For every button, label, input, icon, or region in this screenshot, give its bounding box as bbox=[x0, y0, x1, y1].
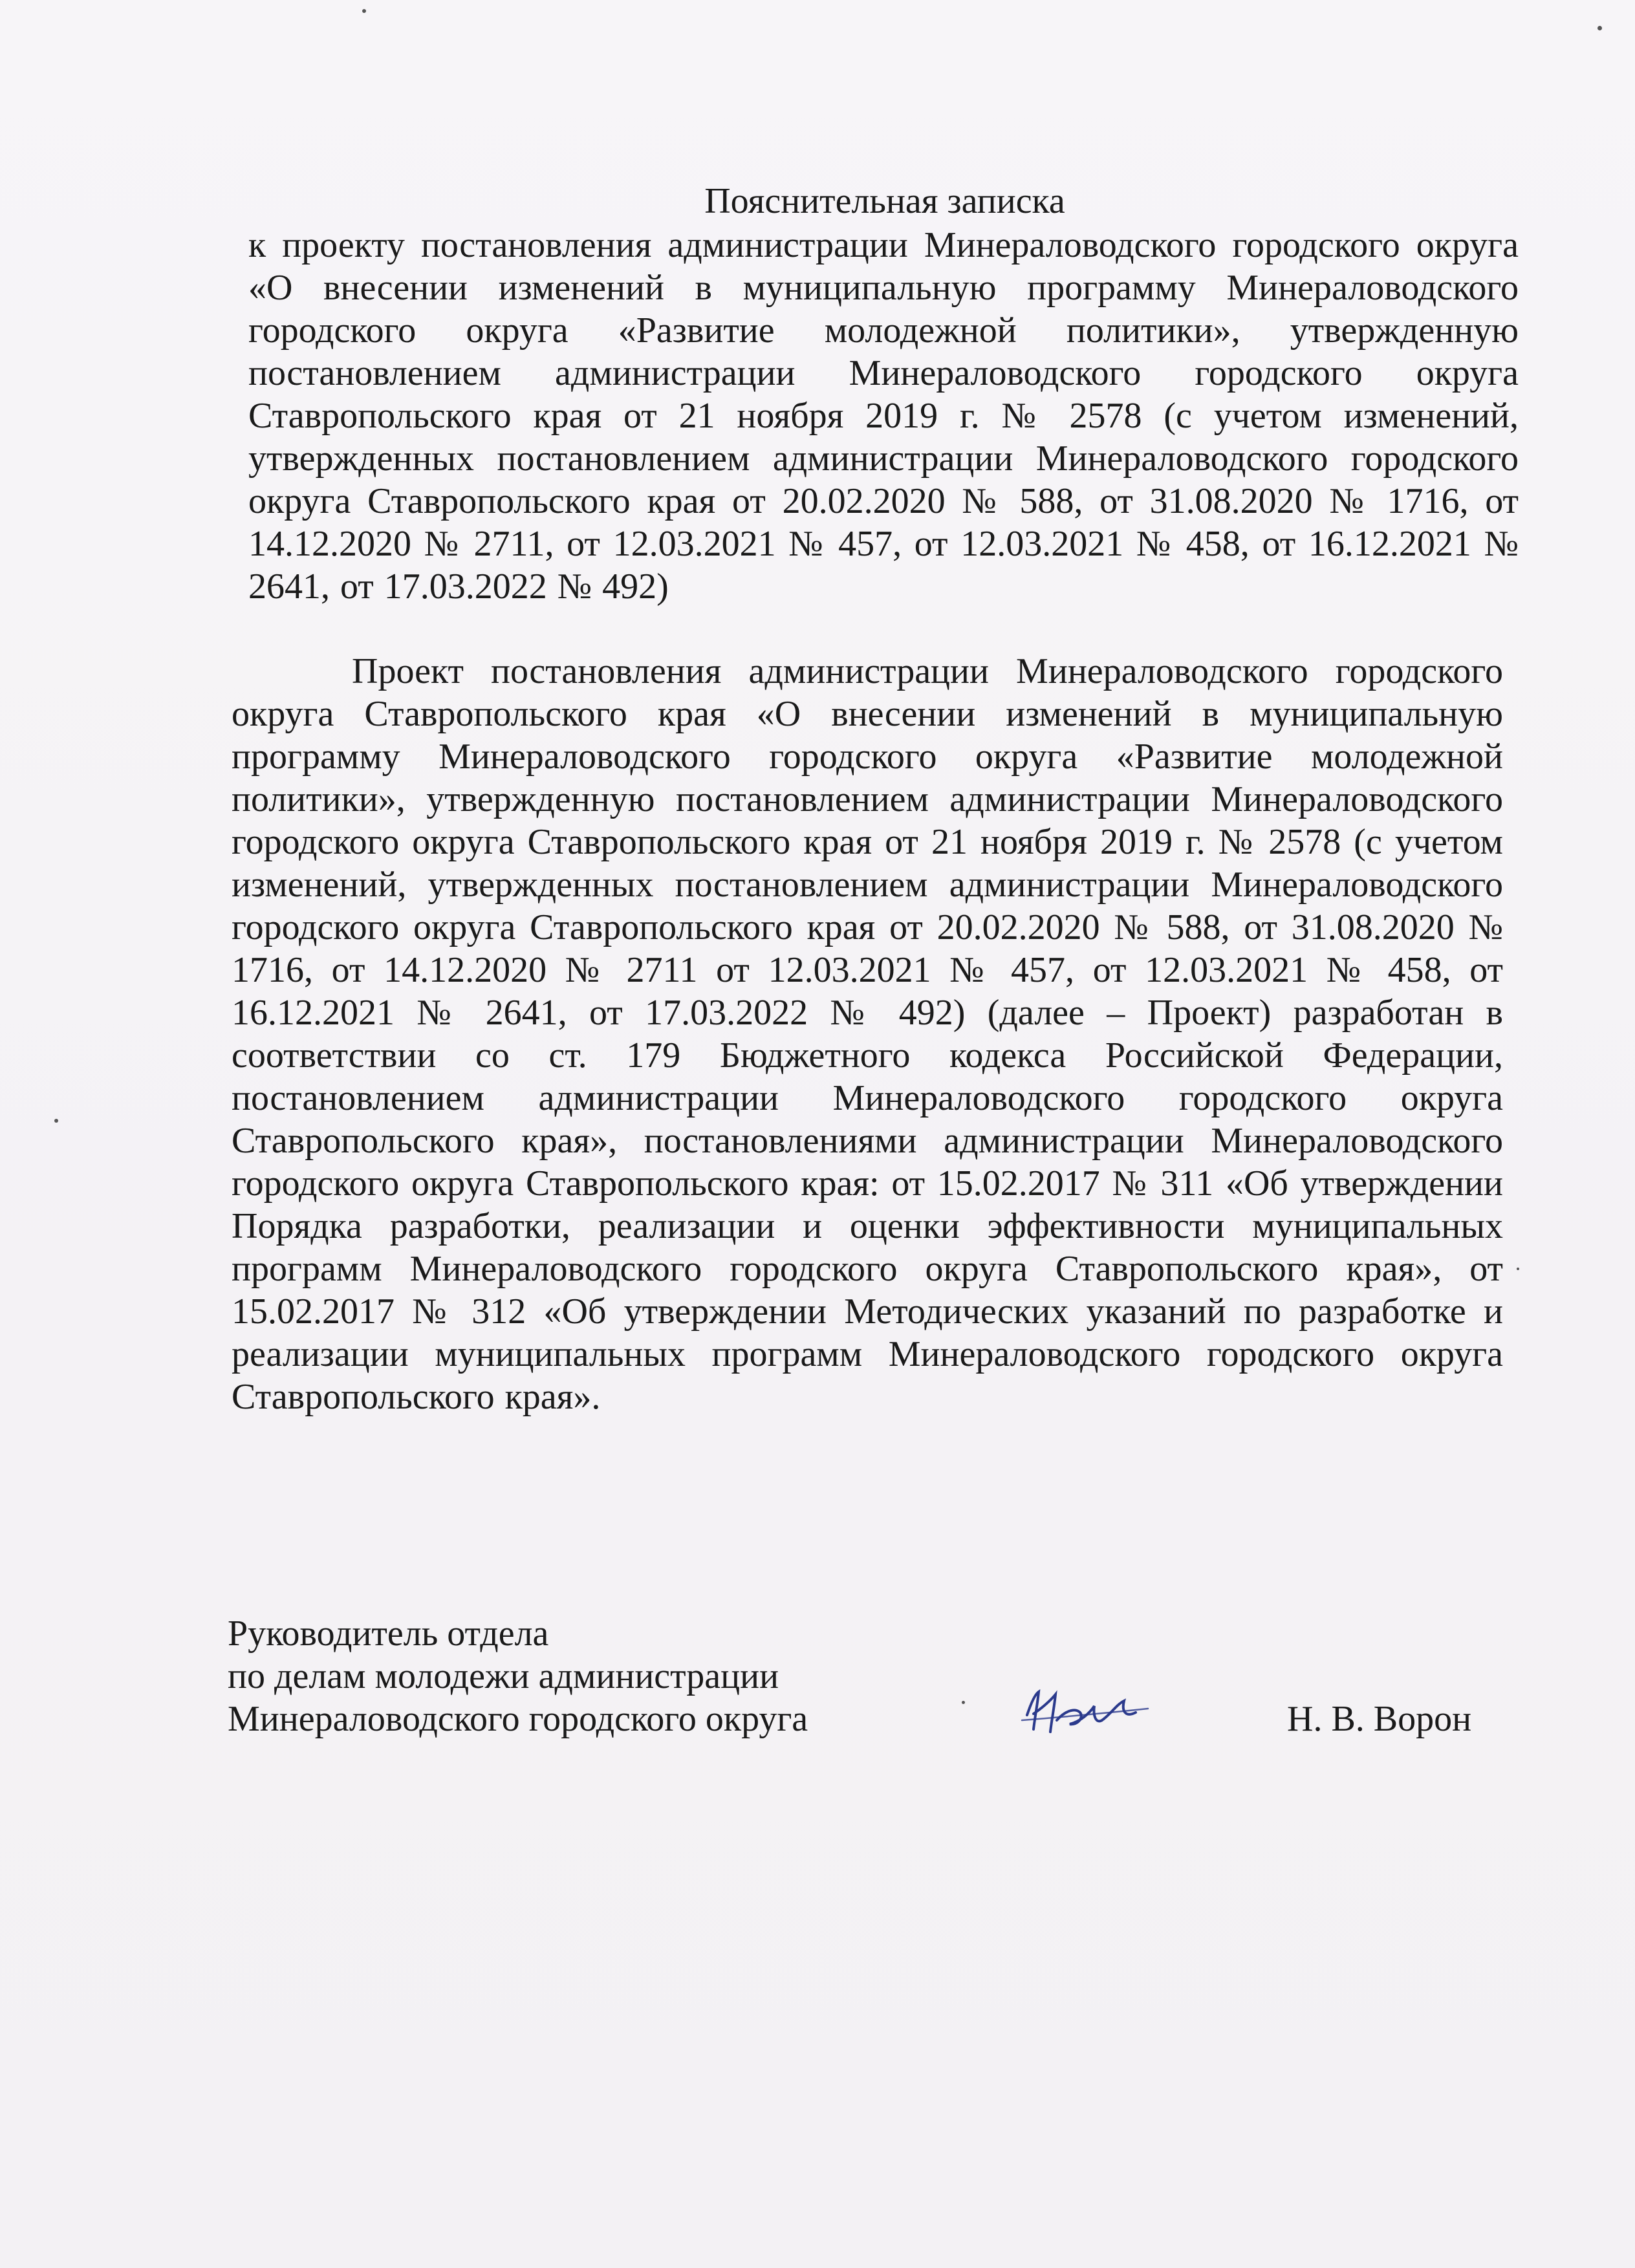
signatory-position bbox=[228, 1612, 808, 1740]
scan-speck bbox=[1517, 1268, 1519, 1270]
scan-speck bbox=[362, 9, 366, 13]
document-title-text: Пояснительная записка bbox=[704, 181, 1065, 221]
signatory-position-line: Минераловодского городского округа bbox=[228, 1699, 808, 1739]
document-title bbox=[0, 180, 1635, 222]
scan-speck bbox=[962, 1701, 965, 1704]
handwritten-signature bbox=[1015, 1675, 1158, 1746]
document-subject: к проекту постановления администрации Минераловодского городского округа «О внесении изменений в муниципальную программу Минераловодского городского округа «Развитие молодежной политики», утвержденную постановлением администрации Минераловодского городского округа Ставропольского края от 21 ноября 2019 г. № 2578 (с учетом изменений, утвержденных постановлением администрации Минераловодского городского округа Ставропольского края от 20.02.2020 № 588, от 31.08.2020 № 1716, от 14.12.2020 № 2711, от 12.03.2021 № 457, от 12.03.2021 № 458, от 16.12.2021 № 2641, от 17.03.2022 № 492) bbox=[248, 225, 1519, 607]
scan-speck bbox=[54, 1119, 58, 1123]
signatory-position-line: Руководитель отдела bbox=[228, 1614, 549, 1654]
document-body-paragraph: Проект постановления администрации Минераловодского городского округа Ставропольского края «О внесении изменений в муниципальную программу Минераловодского городского округа «Развитие молодежной политики», утвержденную постановлением администрации Минераловодского городского округа Ставропольского края от 21 ноября 2019 г. № 2578 (с учетом изменений, утвержденных постановлением администрации Минераловодского городского округа Ставропольского края от 20.02.2020 № 588, от 31.08.2020 № 1716, от 14.12.2020 № 2711 от 12.03.2021 № 457, от 12.03.2021 № 458, от 16.12.2021 № 2641, от 17.03.2022 № 492) (далее – Проект) разработан в соответствии со ст. 179 Бюджетного кодекса Российской Федерации, постановлением администрации Минераловодского городского округа Ставропольского края», постановлениями администрации Минераловодского городского округа Ставропольского края: от 15.02.2017 № 311 «Об утверждении Порядка разработки, реализации и оценки эффективности муниципальных программ Минераловодского городского округа Ставропольского края», от 15.02.2017 № 312 «Об утверждении Методических указаний по разработке и реализации муниципальных программ Минераловодского городского округа Ставропольского края». bbox=[232, 651, 1503, 1417]
signatory-position-line: по делам молодежи администрации bbox=[228, 1656, 779, 1696]
scan-speck bbox=[1597, 26, 1602, 30]
signatory-name: Н. В. Ворон bbox=[1287, 1699, 1472, 1739]
